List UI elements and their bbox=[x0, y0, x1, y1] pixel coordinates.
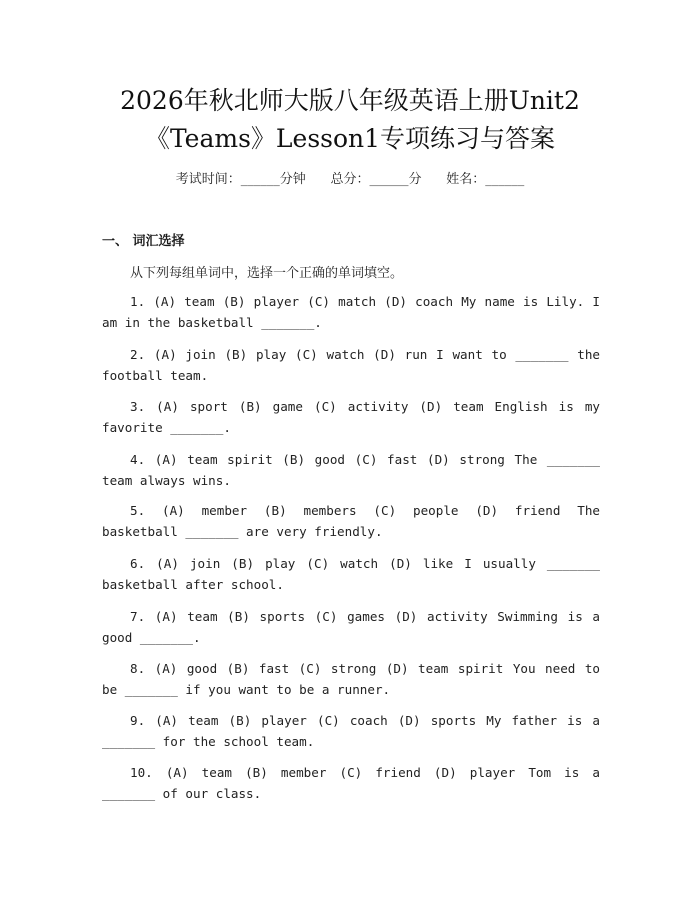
question-3: 3. (A) sport (B) game (C) activity (D) team English is my favorite _______. bbox=[102, 399, 600, 435]
question-10: 10. (A) team (B) member (C) friend (D) player Tom is a _______ of our class. bbox=[102, 765, 600, 801]
page-title-line-1: 2026年秋北师大版八年级英语上册Unit2 bbox=[120, 86, 580, 115]
question-1: 1. (A) team (B) player (C) match (D) coach My name is Lily. I am in the basketball _______. bbox=[102, 294, 600, 330]
question-2: 2. (A) join (B) play (C) watch (D) run I want to _______ the football team. bbox=[102, 347, 600, 383]
question-9: 9. (A) team (B) player (C) coach (D) sports My father is a _______ for the school team. bbox=[102, 713, 600, 749]
question-5: 5. (A) member (B) members (C) people (D) friend The basketball _______ are very friendly. bbox=[102, 503, 600, 539]
question-7: 7. (A) team (B) sports (C) games (D) activity Swimming is a good _______. bbox=[102, 609, 600, 645]
question-8: 8. (A) good (B) fast (C) strong (D) team spirit You need to be _______ if you want to be a runner. bbox=[102, 661, 600, 697]
question-4: 4. (A) team spirit (B) good (C) fast (D) strong The _______ team always wins. bbox=[102, 452, 600, 488]
page-title-line-2: 《Teams》Lesson1专项练习与答案 bbox=[144, 124, 556, 153]
question-6: 6. (A) join (B) play (C) watch (D) like I usually _______ basketball after school. bbox=[102, 556, 600, 592]
section-title: 一、 词汇选择 bbox=[102, 234, 185, 249]
instruction-text: 从下列每组单词中，选择一个正确的单词填空。 bbox=[130, 266, 404, 281]
exam-meta: 考试时间：______分钟 总分：______分 姓名：______ bbox=[175, 172, 525, 187]
